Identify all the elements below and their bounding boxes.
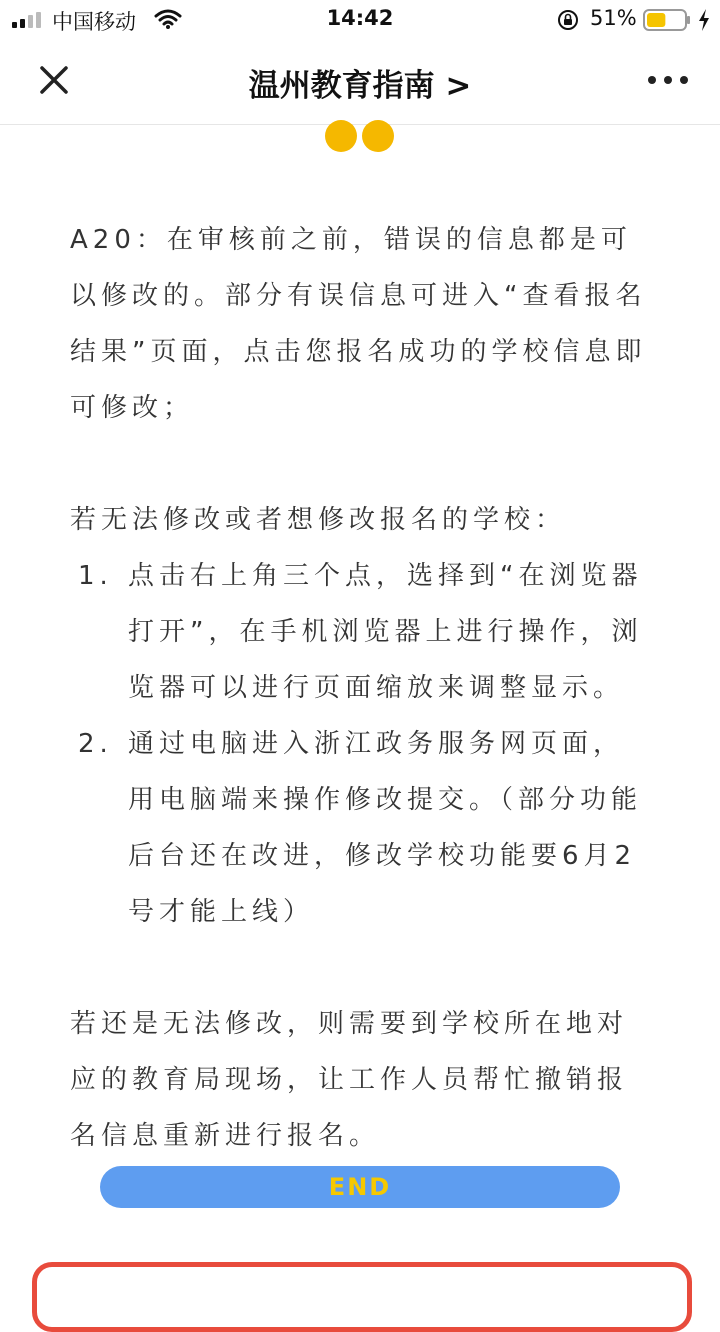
fallback-paragraph: 若还是无法修改，则需要到学校所在地对应的教育局现场，让工作人员帮忙撤销报名信息重新进行报名。: [70, 1009, 629, 1151]
list-number: 2.: [78, 729, 113, 759]
clock-time: 14:42: [326, 6, 394, 30]
instructions-intro: 若无法修改或者想修改报名的学校：: [70, 505, 567, 535]
carrier-label: 中国移动: [52, 10, 136, 34]
battery-percent: 51%: [590, 6, 637, 30]
list-text: 通过电脑进入浙江政务服务网页面，用电脑端来操作修改提交。（部分功能后台还在改进，修改学校功能要6月2号才能上线）: [128, 729, 643, 927]
list-item: [70, 548, 650, 716]
list-item: [70, 716, 650, 940]
red-bordered-card: [32, 1262, 692, 1332]
battery-icon: [643, 9, 691, 31]
answer-paragraph: A20：在审核前之前，错误的信息都是可以修改的。部分有误信息可进入“查看报名结果”页面，点击您报名成功的学校信息即可修改；: [70, 225, 647, 423]
article-body: [70, 212, 650, 1164]
rotation-lock-icon: [556, 8, 580, 32]
decorative-dot-icon: [362, 120, 394, 152]
list-number: 1.: [78, 561, 113, 591]
charging-bolt-icon: [697, 8, 711, 32]
end-banner: END: [100, 1166, 620, 1208]
decorative-dot-icon: [325, 120, 357, 152]
nav-bar: [0, 40, 720, 125]
page-title[interactable]: 温州教育指南 >: [248, 68, 472, 104]
status-bar: [0, 0, 720, 40]
list-text: 点击右上角三个点，选择到“在浏览器打开”，在手机浏览器上进行操作，浏览器可以进行页面缩放来调整显示。: [128, 561, 643, 703]
close-icon[interactable]: [30, 56, 78, 104]
more-dots-icon[interactable]: [640, 60, 696, 100]
